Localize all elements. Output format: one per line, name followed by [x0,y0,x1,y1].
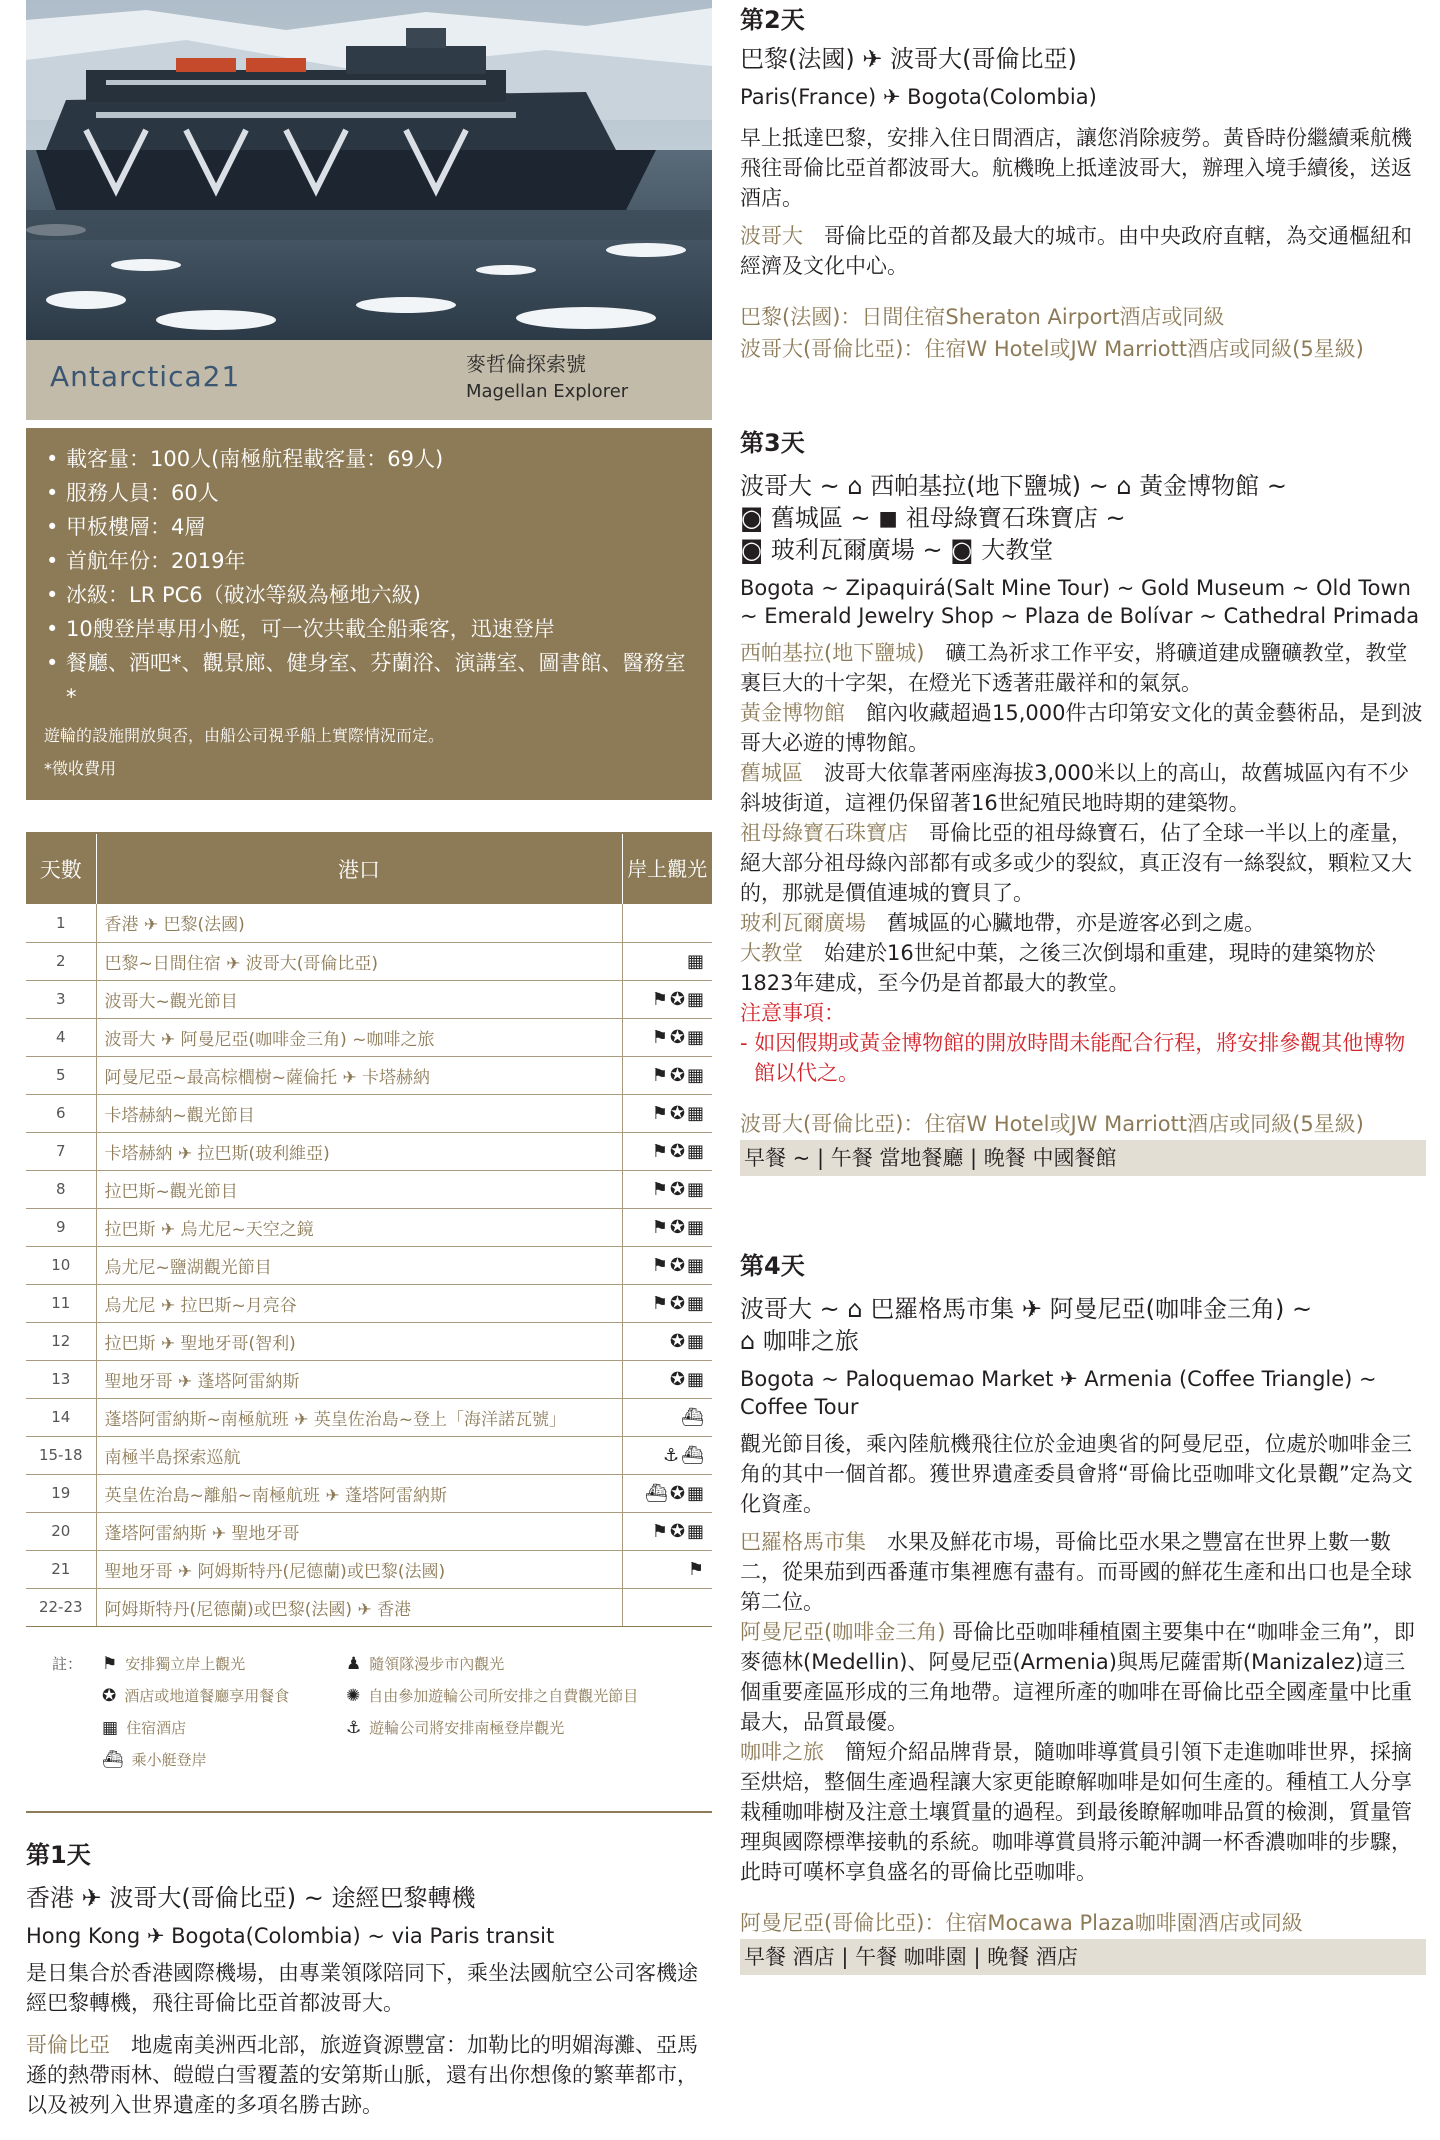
day1-route-zh: 香港 ✈ 波哥大(哥倫比亞) ~ 途經巴黎轉機 [26,1883,476,1912]
row-day: 9 [26,1208,96,1246]
day3-item: 黃金博物館 館內收藏超過15,000件古印第安文化的黃金藝術品，是到波哥大必遊的博物館。 [740,701,1423,755]
left-column [26,0,712,2120]
row-icons: ⚑✪▦ [622,1208,712,1246]
row-icons: ⚓⛴ [622,1436,712,1474]
table-row [26,1284,712,1322]
day1-highlight: 哥倫比亞 地處南美洲西北部，旅遊資源豐富：加勒比的明媚海灘、亞馬遜的熱帶雨林、皚皚白雪覆蓋的安第斯山脈，還有出你想像的繁華都市，以及被列入世界遺產的多項名勝古跡。 [26,2032,698,2117]
row-day: 7 [26,1132,96,1170]
divider [26,1811,712,1813]
brand-logo: Antarctica21 [50,360,241,393]
legend-item-anchor: ⚓ 遊輪公司將安排南極登岸觀光 [346,1717,565,1738]
ship-photo [26,0,712,340]
highlight-term: 哥倫比亞 [26,2032,110,2057]
row-day: 22-23 [26,1588,96,1626]
row-port: 蓬塔阿雷納斯 ✈ 聖地牙哥 [96,1512,622,1550]
spec-note-fee: *徵收費用 [44,759,117,778]
day3-route-zh-1: 波哥大 ~ ⌂ 西帕基拉(地下鹽城) ~ ⌂ 黃金博物館 ~ [740,472,1287,500]
row-port: 英皇佐治島~離船~南極航班 ✈ 蓬塔阿雷納斯 [96,1474,622,1512]
row-day: 21 [26,1550,96,1588]
row-icons: ⛴ [622,1398,712,1436]
row-day: 13 [26,1360,96,1398]
legend-item-hotel: ▦ 住宿酒店 [102,1717,187,1738]
header-day: 天數 [26,834,96,904]
legend-item-walk: ♟ 隨領隊漫步市內觀光 [346,1653,505,1674]
day4-hotel: 阿曼尼亞(哥倫比亞)：住宿Mocawa Plaza咖啡園酒店或同級 [740,1911,1303,1935]
row-port: 卡塔赫納~觀光節目 [96,1094,622,1132]
day3-route-zh-2: ◙ 舊城區 ~ ◼ 祖母綠寶石珠寶店 ~ [740,504,1126,532]
legend-item-meal: ✪ 酒店或地道餐廳享用餐食 [102,1685,290,1706]
day2-section [740,0,1426,365]
day3-item: 玻利瓦爾廣場 舊城區的心臟地帶，亦是遊客必到之處。 [740,911,1265,935]
row-icons: ⚑✪▦ [622,1246,712,1284]
table-row [26,1474,712,1512]
day3-item: 祖母綠寶石珠寶店 哥倫比亞的祖母綠寶石，佔了全球一半以上的產量，絕大部分祖母綠內部都有或多或少的裂紋，真正沒有一絲裂紋，顆粒又大的，那就是價值連城的寶貝了。 [740,821,1412,905]
row-port: 烏尤尼~鹽湖觀光節目 [96,1246,622,1284]
table-row [26,942,712,980]
row-port: 巴黎~日間住宿 ✈ 波哥大(哥倫比亞) [96,942,622,980]
day4-section [740,1246,1426,1975]
row-day: 6 [26,1094,96,1132]
row-icons: ⚑✪▦ [622,1284,712,1322]
legend-item-optional: ✺ 自由參加遊輪公司所安排之自費觀光節目 [346,1685,639,1706]
table-row [26,980,712,1018]
day3-item: 大教堂 始建於16世紀中葉，之後三次倒塌和重建，現時的建築物於1823年建成，至今仍是首都最大的教堂。 [740,941,1376,995]
header-sightseeing: 岸上觀光 [622,834,712,904]
optional-tour-icon: ✺ [346,1685,361,1706]
table-row [26,1588,712,1626]
day1-route-en: Hong Kong ✈ Bogota(Colombia) ~ via Paris transit [26,1923,555,1948]
row-icons: ⚑ [622,1550,712,1588]
spec-list [44,442,694,714]
day4-item: 咖啡之旅 簡短介紹品牌背景，隨咖啡導賞員引領下走進咖啡世界，採摘至烘焙，整個生產過程讓大家更能瞭解咖啡是如何生產的。種植工人分享栽種咖啡樹及注意土壤質量的過程。到最後瞭解咖啡品質的檢測，質量管理與國際標準接軌的系統。咖啡導賞員將示範沖調一杯香濃咖啡的步驟，此時可嘆杯享負盛名的哥倫比亞咖啡。 [740,1740,1412,1884]
row-port: 拉巴斯~觀光節目 [96,1170,622,1208]
row-icons: ✪▦ [622,1322,712,1360]
anchor-icon: ⚓ [346,1717,362,1738]
row-day: 5 [26,1056,96,1094]
walking-icon: ♟ [346,1653,362,1674]
table-row [26,1132,712,1170]
flag-icon: ⚑ [102,1653,118,1674]
row-port: 波哥大~觀光節目 [96,980,622,1018]
legend-label: 註： [52,1654,83,1673]
day4-route-zh-1: 波哥大 ~ ⌂ 巴羅格馬市集 ✈ 阿曼尼亞(咖啡金三角) ~ [740,1295,1313,1323]
table-row [26,1246,712,1284]
row-icons [622,1588,712,1626]
row-day: 8 [26,1170,96,1208]
right-column [740,0,1426,1975]
day3-item: 西帕基拉(地下鹽城) 礦工為祈求工作平安，將礦道建成鹽礦教堂，教堂裏巨大的十字架，在燈光下透著莊嚴祥和的氣氛。 [740,641,1408,695]
spec-item: • 冰級：LR PC6（破冰等級為極地六級) [44,578,694,612]
day3-item: 舊城區 波哥大依靠著兩座海拔3,000米以上的高山，故舊城區內有不少斜坡街道，這裡仍保留著16世紀殖民地時期的建築物。 [740,761,1410,815]
table-row [26,1018,712,1056]
row-icons: ⚑✪▦ [622,1132,712,1170]
day2-highlight: 波哥大 哥倫比亞的首都及最大的城市。由中央政府直轄，為交通樞紐和經濟及文化中心。 [740,224,1412,278]
day4-route-zh-2: ⌂ 咖啡之旅 [740,1327,859,1355]
row-day: 1 [26,904,96,942]
day3-notice: - 如因假期或黃金博物館的開放時間未能配合行程，將安排參觀其他博物館以代之。 [740,1031,1406,1085]
row-day: 12 [26,1322,96,1360]
ship-spec-box [26,428,712,800]
legend [26,1645,712,1805]
row-icons: ▦ [622,942,712,980]
ship-name-en: Magellan Explorer [466,381,629,402]
ship-name [466,348,706,402]
spec-item: • 載客量：100人(南極航程載客量：69人) [44,442,694,476]
row-port: 拉巴斯 ✈ 烏尤尼~天空之鏡 [96,1208,622,1246]
itinerary-table [26,832,712,1627]
day3-notice-title: 注意事項： [740,1001,845,1025]
row-day: 4 [26,1018,96,1056]
row-day: 14 [26,1398,96,1436]
highlight-term: 波哥大 [740,224,803,248]
day4-item: 巴羅格馬市集 水果及鮮花市場，哥倫比亞水果之豐富在世界上數一數二，從果茄到西番蓮市集裡應有盡有。而哥國的鮮花生產和出口也是全球第二位。 [740,1530,1412,1614]
table-row [26,1094,712,1132]
row-icons: ✪▦ [622,1360,712,1398]
row-icons: ⚑✪▦ [622,980,712,1018]
row-port: 阿姆斯特丹(尼德蘭)或巴黎(法國) ✈ 香港 [96,1588,622,1626]
row-port: 聖地牙哥 ✈ 阿姆斯特丹(尼德蘭)或巴黎(法國) [96,1550,622,1588]
table-row [26,1208,712,1246]
day1-title: 第1天 [26,1840,91,1869]
row-port: 阿曼尼亞~最高棕櫚樹~薩倫托 ✈ 卡塔赫納 [96,1056,622,1094]
legend-item-flag: ⚑ 安排獨立岸上觀光 [102,1653,246,1674]
table-row [26,1512,712,1550]
table-row [26,1056,712,1094]
row-icons: ⚑✪▦ [622,1018,712,1056]
table-row [26,1436,712,1474]
day4-title: 第4天 [740,1252,805,1280]
row-icons: ⚑✪▦ [622,1094,712,1132]
row-port: 烏尤尼 ✈ 拉巴斯~月亮谷 [96,1284,622,1322]
spec-item: • 10艘登岸專用小艇，可一次共載全船乘客，迅速登岸 [44,612,694,646]
day2-hotel-paris: 巴黎(法國)：日間住宿Sheraton Airport酒店或同級 [740,305,1225,329]
day4-item: 阿曼尼亞(咖啡金三角) 哥倫比亞咖啡種植園主要集中在“咖啡金三角”，即麥德林(Medellin)、阿曼尼亞(Armenia)與馬尼薩雷斯(Manizalez)這三個重要產區形成的三角地帶。這裡所產的咖啡在哥倫比亞全國產量中比重最大，品質最優。 [740,1620,1415,1734]
day2-hotel-bogota: 波哥大(哥倫比亞)：住宿W Hotel或JW Marriott酒店或同級(5星級) [740,337,1364,361]
day4-meals: 早餐 酒店 | 午餐 咖啡園 | 晚餐 酒店 [740,1939,1426,1975]
day3-route-en: Bogota ~ Zipaquirá(Salt Mine Tour) ~ Gold Museum ~ Old Town ~ Emerald Jewelry Shop ~ Plaza de Bolívar ~ Cathedral Primada [740,576,1420,628]
spec-item: • 服務人員：60人 [44,476,694,510]
row-port: 香港 ✈ 巴黎(法國) [96,904,622,942]
day1-body: 是日集合於香港國際機場，由專業領隊陪同下，乘坐法國航空公司客機途經巴黎轉機，飛往哥倫比亞首都波哥大。 [26,1960,698,2015]
hotel-icon: ▦ [102,1717,119,1738]
spec-item: • 餐廳、酒吧*、觀景廊、健身室、芬蘭浴、演講室、圖書館、醫務室* [44,646,694,714]
table-row [26,904,712,942]
header-port: 港口 [96,834,622,904]
row-day: 19 [26,1474,96,1512]
row-day: 11 [26,1284,96,1322]
day3-section [740,423,1426,1176]
brand-band [26,340,712,420]
row-day: 2 [26,942,96,980]
day2-route-en: Paris(France) ✈ Bogota(Colombia) [740,85,1097,109]
row-icons: ⛴✪▦ [622,1474,712,1512]
boat-icon: ⛴ [102,1749,124,1770]
table-row [26,1398,712,1436]
row-port: 卡塔赫納 ✈ 拉巴斯(玻利維亞) [96,1132,622,1170]
table-row [26,1550,712,1588]
row-day: 20 [26,1512,96,1550]
row-icons: ⚑✪▦ [622,1056,712,1094]
day3-meals: 早餐 ~ | 午餐 當地餐廳 | 晚餐 中國餐館 [740,1140,1426,1176]
ship-name-zh: 麥哲倫探索號 [466,352,586,376]
spec-note: 遊輪的設施開放與否，由船公司視乎船上實際情況而定。 [44,726,445,745]
row-port: 拉巴斯 ✈ 聖地牙哥(智利) [96,1322,622,1360]
day2-title: 第2天 [740,6,805,34]
row-day: 15-18 [26,1436,96,1474]
row-port: 聖地牙哥 ✈ 蓬塔阿雷納斯 [96,1360,622,1398]
table-row [26,1322,712,1360]
day3-title: 第3天 [740,429,805,457]
day2-body: 早上抵達巴黎，安排入住日間酒店，讓您消除疲勞。黃昏時份繼續乘航機飛往哥倫比亞首都波哥大。航機晚上抵達波哥大，辦理入境手續後，送返酒店。 [740,126,1412,210]
row-day: 10 [26,1246,96,1284]
row-port: 南極半島探索巡航 [96,1436,622,1474]
table-row [26,1170,712,1208]
day2-route-zh: 巴黎(法國) ✈ 波哥大(哥倫比亞) [740,45,1077,73]
row-icons: ⚑✪▦ [622,1170,712,1208]
meal-icon: ✪ [102,1685,117,1706]
spec-item: • 首航年份：2019年 [44,544,694,578]
spec-item: • 甲板樓層：4層 [44,510,694,544]
day4-body: 觀光節目後，乘內陸航機飛往位於金迪奧省的阿曼尼亞，位處於咖啡金三角的其中一個首都。獲世界遺產委員會將“哥倫比亞咖啡文化景觀”定為文化資產。 [740,1432,1413,1516]
legend-item-boat: ⛴ 乘小艇登岸 [102,1749,207,1770]
day3-route-zh-3: ◙ 玻利瓦爾廣場 ~ ◙ 大教堂 [740,536,1054,564]
day4-route-en: Bogota ~ Paloquemao Market ✈ Armenia (Coffee Triangle) ~ Coffee Tour [740,1367,1377,1419]
row-port: 波哥大 ✈ 阿曼尼亞(咖啡金三角) ~咖啡之旅 [96,1018,622,1056]
day1-section [26,1835,712,2120]
table-row [26,1360,712,1398]
row-icons [622,904,712,942]
row-day: 3 [26,980,96,1018]
row-port: 蓬塔阿雷納斯~南極航班 ✈ 英皇佐治島~登上「海洋諾瓦號」 [96,1398,622,1436]
row-icons: ⚑✪▦ [622,1512,712,1550]
day3-hotel: 波哥大(哥倫比亞)：住宿W Hotel或JW Marriott酒店或同級(5星級) [740,1112,1364,1136]
